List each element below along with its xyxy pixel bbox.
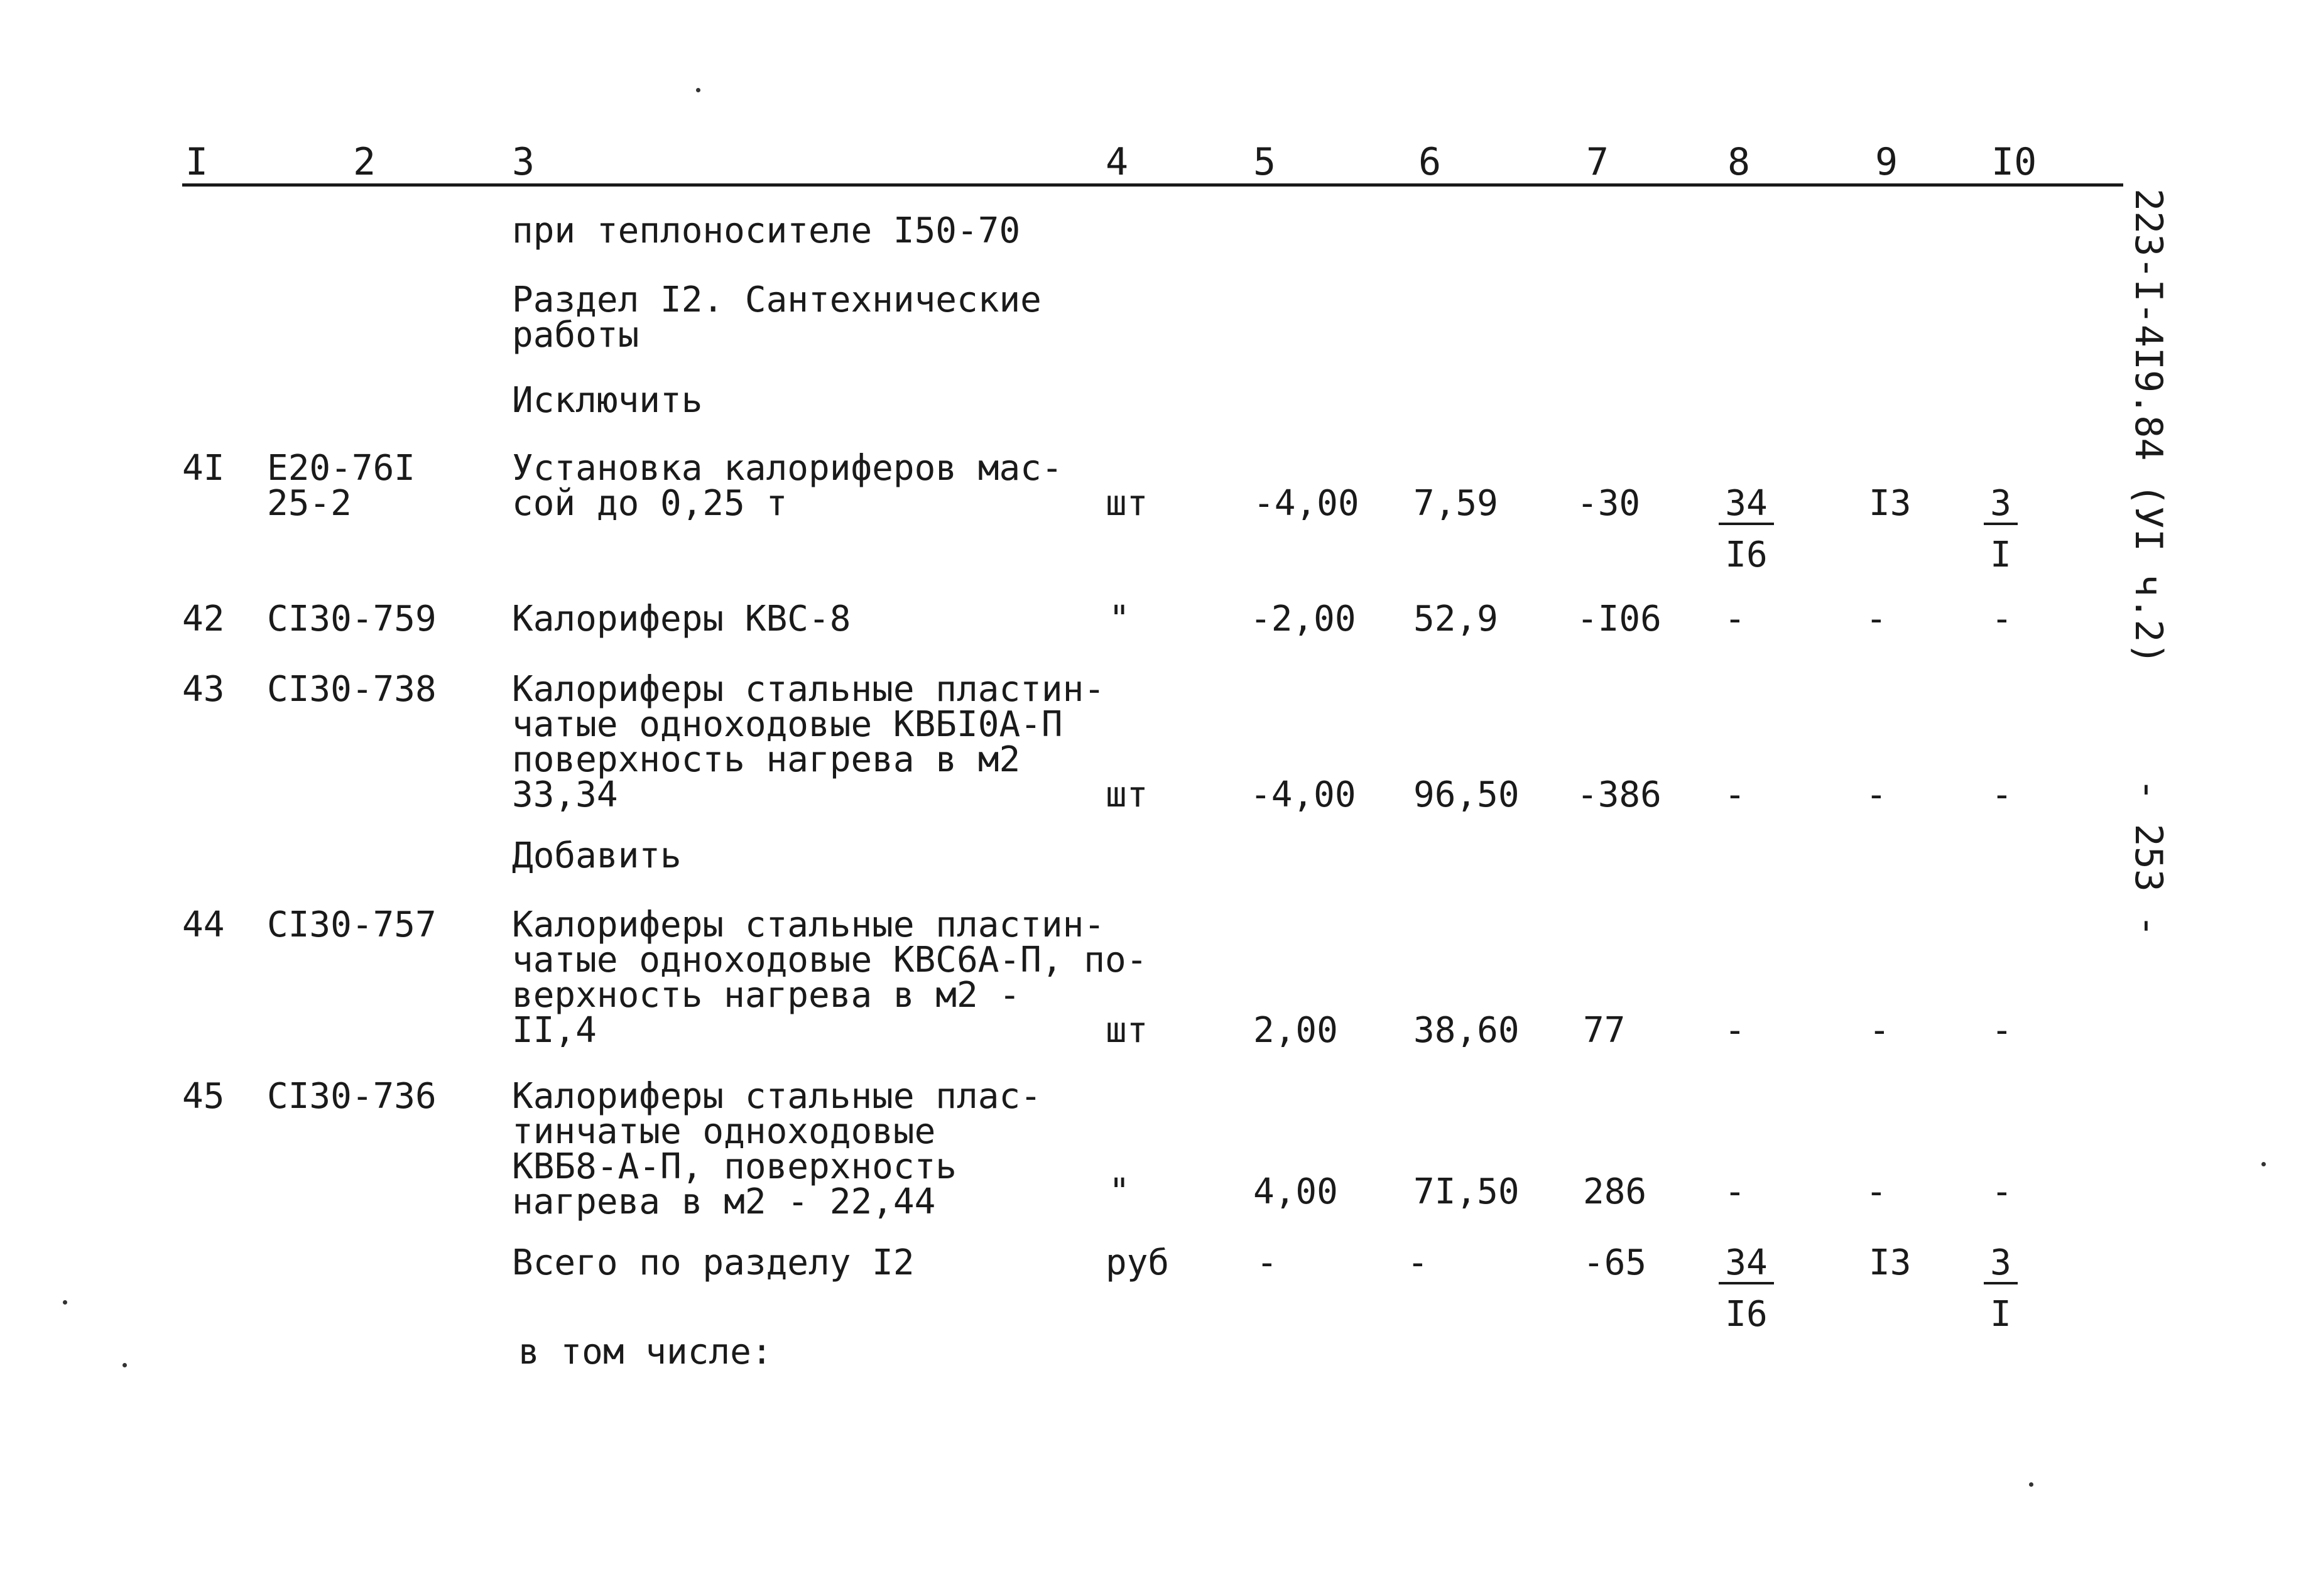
row-col10: - (1991, 774, 2013, 815)
exclude-label: Исключить (512, 380, 703, 421)
add-label: Добавить (512, 835, 682, 876)
row-description: Установка калориферов мас- сой до 0,25 т (512, 448, 1063, 524)
row-description: Калориферы стальные пластин- чатые одноходовые КВБI0А-П поверхность нагрева в м2 33,34 (512, 669, 1106, 815)
col-header-6: 6 (1418, 140, 1442, 184)
col-header-1: I (185, 140, 209, 184)
row-price: 96,50 (1413, 774, 1520, 815)
col-header-7: 7 (1586, 140, 1609, 184)
row-unit: шт (1106, 483, 1148, 524)
row-number: 44 (182, 904, 225, 945)
row-col9: - (1866, 599, 1887, 639)
row-price: 7I,50 (1413, 1171, 1520, 1212)
row-code: Е20-76I 25-2 (267, 448, 416, 524)
row-qty: -4,00 (1250, 774, 1356, 815)
row-col9: - (1866, 1171, 1887, 1212)
row-col10: - (1991, 599, 2013, 639)
total-sum: -65 (1583, 1242, 1647, 1283)
row-col8: - (1724, 599, 1746, 639)
row-col10: - (1991, 1171, 2013, 1212)
total-col8-fraction: $\frac{34}{I6}$ (1709, 1246, 1784, 1332)
row-price: 38,60 (1413, 1010, 1520, 1051)
scan-speck (2261, 1162, 2266, 1166)
total-price: - (1407, 1242, 1428, 1283)
row-qty: 4,00 (1253, 1171, 1338, 1212)
total-col10-fraction: $\frac{3}{I}$ (1963, 1246, 2038, 1332)
row-price: 7,59 (1413, 483, 1498, 524)
row-unit: " (1109, 599, 1130, 639)
row-col8-fraction: $\frac{34}{I6}$ (1709, 486, 1784, 573)
scan-speck (2029, 1482, 2033, 1487)
total-col9: I3 (1869, 1242, 1912, 1283)
row-total: 286 (1583, 1171, 1647, 1212)
row-code: СI30-759 (267, 599, 437, 639)
row-total: 77 (1583, 1010, 1626, 1051)
row-price: 52,9 (1413, 599, 1498, 639)
col-header-5: 5 (1253, 140, 1276, 184)
row-qty: -2,00 (1250, 599, 1356, 639)
col-header-10: I0 (1991, 140, 2037, 184)
total-unit: руб (1106, 1242, 1170, 1283)
footer-text: в том числе: (518, 1332, 773, 1372)
header-rule (182, 183, 2123, 187)
row-col9: I3 (1869, 483, 1912, 524)
scan-speck (122, 1363, 127, 1367)
col-header-9: 9 (1875, 140, 1898, 184)
scan-speck (696, 88, 700, 92)
row-number: 4I (182, 448, 225, 489)
row-col9: - (1869, 1010, 1890, 1051)
row-col8: - (1724, 1171, 1746, 1212)
row-col8: - (1724, 774, 1746, 815)
col-header-8: 8 (1727, 140, 1751, 184)
row-total: -386 (1577, 774, 1662, 815)
document-code: 223-I-4I9.84 (УI ч.2) - 253 - (2126, 188, 2170, 938)
row-description: Калориферы стальные плас- тинчатые одноходовые КВБ8-А-П, поверхность нагрева в м2 - 22,44 (512, 1076, 1042, 1222)
row-col10: - (1991, 1010, 2013, 1051)
col-header-3: 3 (512, 140, 535, 184)
scan-speck (63, 1300, 67, 1305)
col-header-2: 2 (353, 140, 376, 184)
row-total: -30 (1577, 483, 1641, 524)
row-description: Калориферы КВС-8 (512, 599, 851, 639)
row-number: 43 (182, 669, 225, 710)
row-col9: - (1866, 774, 1887, 815)
row-code: СI30-738 (267, 669, 437, 710)
total-label: Всего по разделу I2 (512, 1242, 915, 1283)
row-code: СI30-736 (267, 1076, 437, 1117)
row-col8: - (1724, 1010, 1746, 1051)
row-code: СI30-757 (267, 904, 437, 945)
intro-text: при теплоносителе I50-70 (512, 210, 1021, 251)
row-qty: 2,00 (1253, 1010, 1338, 1051)
row-description: Калориферы стальные пластин- чатые одноходовые КВС6А-П, по- верхность нагрева в м2 - II,4 (512, 904, 1148, 1051)
row-qty: -4,00 (1253, 483, 1359, 524)
section-title: Раздел I2. Сантехнические работы (512, 280, 1042, 356)
row-number: 45 (182, 1076, 225, 1117)
row-unit: " (1109, 1171, 1130, 1212)
col-header-4: 4 (1106, 140, 1129, 184)
row-col10-fraction: $\frac{3}{I}$ (1963, 486, 2038, 573)
row-number: 42 (182, 599, 225, 639)
row-unit: шт (1106, 774, 1148, 815)
row-unit: шт (1106, 1010, 1148, 1051)
total-qty: - (1256, 1242, 1278, 1283)
row-total: -I06 (1577, 599, 1662, 639)
